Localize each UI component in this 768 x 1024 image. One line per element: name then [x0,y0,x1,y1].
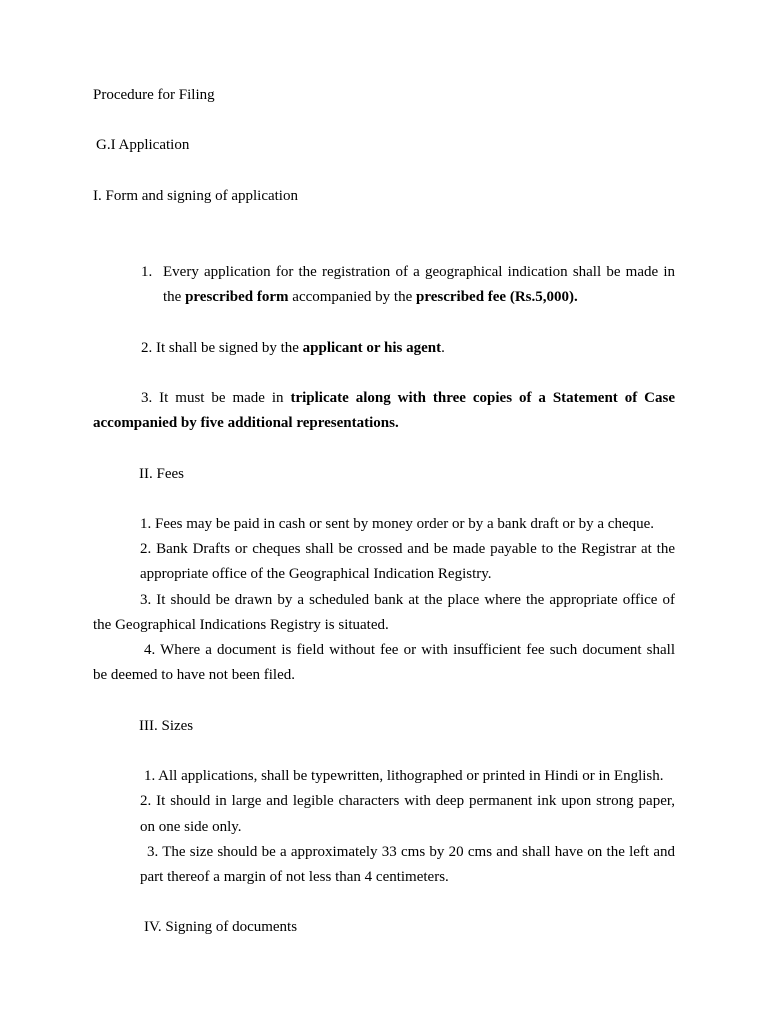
paragraph-line: on one side only. [140,819,242,835]
paragraph-line: the Geographical Indications Registry is situated. [93,617,389,633]
paragraph-line: 3. The size should be a approximately 33 cms by 20 cms and shall have on the left and [147,844,675,860]
paragraph-line: 4. Where a document is field without fee or with insufficient fee such document shall [144,642,675,658]
paragraph-line: be deemed to have not been filed. [93,667,296,683]
list-item-number: 1. [141,264,153,280]
section-heading-fees: II. Fees [139,466,184,482]
bold-text: applicant or his agent [302,340,442,356]
paragraph-line: part thereof a margin of not less than 4 centimeters. [140,869,449,885]
paragraph-line: 3. It should be drawn by a scheduled bank at the place where the appropriate office of [140,592,675,608]
section-heading-form-and-signing: I. Form and signing of application [93,188,298,204]
paragraph-line: appropriate office of the Geographical Indication Registry. [140,566,492,582]
list-item-text: the prescribed form accompanied by the prescribed fee (Rs.5,000). [163,289,578,305]
list-item: 2. It shall be signed by the applicant or his agent. [141,340,445,356]
bold-text: triplicate along with three copies of a Statement of Case [290,390,675,406]
section-heading-sizes: III. Sizes [139,718,194,734]
document-subtitle: G.I Application [96,137,190,153]
section-heading-signing-of-documents: IV. Signing of documents [144,919,298,935]
list-item-text: accompanied by five additional representations. [93,415,399,431]
bold-text: prescribed form [185,289,289,305]
document-title: Procedure for Filing [93,87,215,103]
bold-text: prescribed fee (Rs.5,000). [415,289,578,305]
paragraph-line: 2. Bank Drafts or cheques shall be crossed and be made payable to the Registrar at the [140,541,675,557]
paragraph-line: 1. Fees may be paid in cash or sent by money order or by a bank draft or by a cheque. [140,516,655,532]
list-item-text: 3. It must be made in triplicate along with three copies of a Statement of Case [141,390,675,406]
paragraph-line: 1. All applications, shall be typewritten, lithographed or printed in Hindi or in English. [144,768,664,784]
paragraph-line: 2. It should in large and legible characters with deep permanent ink upon strong paper, [140,793,675,809]
list-item-text: Every application for the registration of a geographical indication shall be made in [163,264,675,280]
